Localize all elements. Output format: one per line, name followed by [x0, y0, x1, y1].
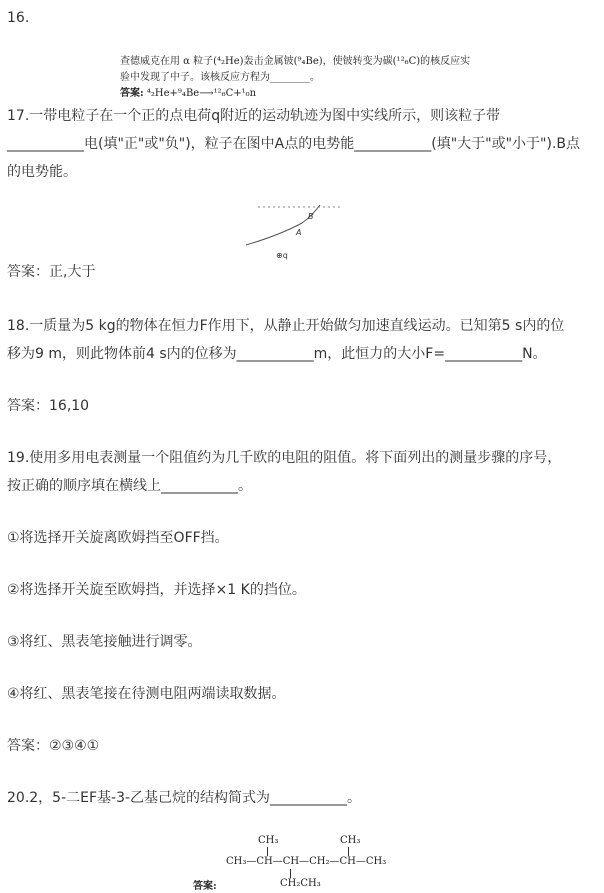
- q16-answer: ⁴₂He+⁹₄Be⟶¹²₆C+¹₀n: [146, 88, 257, 99]
- q20-bond-bottom: [290, 869, 291, 878]
- q16-answer-label: 答案:: [120, 88, 144, 99]
- q19-step-3: ③将红、黑表笔接触进行调零。: [7, 634, 202, 650]
- q19-step-2: ②将选择开关旋至欧姆挡，并选择×1 K的挡位。: [7, 582, 306, 598]
- q20-methyl-top-left: CH₃: [258, 835, 279, 846]
- q17-charge-q: ⊕q: [276, 251, 288, 260]
- q19-answer: 答案：②③④①: [7, 738, 100, 754]
- q19-line2: 按正确的顺序填在横线上___________。: [7, 478, 252, 494]
- q16-scanned-question: [120, 55, 480, 101]
- q18-answer: 答案：16,10: [7, 398, 90, 414]
- q18-line2: 移为9 m，则此物体前4 s内的位移为___________m，此恒力的大小F=___________N。: [7, 346, 547, 362]
- q20-ethyl-group: CH₂CH₃: [280, 878, 321, 889]
- q16-answer-row: [120, 87, 480, 101]
- q17-point-a: A: [296, 228, 302, 237]
- q17-point-b: B: [308, 212, 314, 221]
- q20-main-chain: CH₃—CH—CH—CH₂—CH—CH₃: [226, 856, 387, 867]
- q17-trajectory-curve: [246, 205, 320, 245]
- q17-answer: 答案：正,大于: [7, 264, 96, 280]
- q16-line1: 查德威克在用 α 粒子(⁴₂He)轰击金属铍(⁹₄Be)，使铍转变为碳(¹²₆C)的核反应实: [120, 56, 471, 67]
- q20-bond-top-left: [267, 847, 268, 856]
- q17-line2: ___________电(填"正"或"负")，粒子在图中A点的电势能___________(填"大于"或"小于").B点: [7, 136, 580, 152]
- q20-line1: 20.2，5-二EF基-3-乙基己烷的结构简式为___________。: [7, 790, 362, 806]
- q16-number: 16.: [7, 10, 30, 26]
- q18-line1: 18.一质量为5 kg的物体在恒力F作用下，从静止开始做匀加速直线运动。已知第5 s内的位: [7, 318, 565, 334]
- q17-line3: 的电势能。: [7, 164, 77, 180]
- q20-bond-top-right: [348, 847, 349, 856]
- q16-line2: 验中发现了中子。该核反应方程为________。: [120, 72, 320, 83]
- q20-answer-label: 答案:: [193, 881, 217, 892]
- q17-line1: 17.一带电粒子在一个正的点电荷q附近的运动轨迹为图中实线所示，则该粒子带: [7, 108, 501, 124]
- q19-line1: 19.使用多用电表测量一个阻值约为几千欧的电阻的阻值。将下面列出的测量步骤的序号，: [7, 450, 562, 466]
- q20-methyl-top-right: CH₃: [340, 835, 361, 846]
- q19-step-4: ④将红、黑表笔接在待测电阻两端读取数据。: [7, 686, 286, 702]
- q20-structural-formula: [190, 833, 410, 893]
- q19-step-1: ①将选择开关旋离欧姆挡至OFF挡。: [7, 530, 229, 546]
- q17-trajectory-figure: [240, 205, 350, 263]
